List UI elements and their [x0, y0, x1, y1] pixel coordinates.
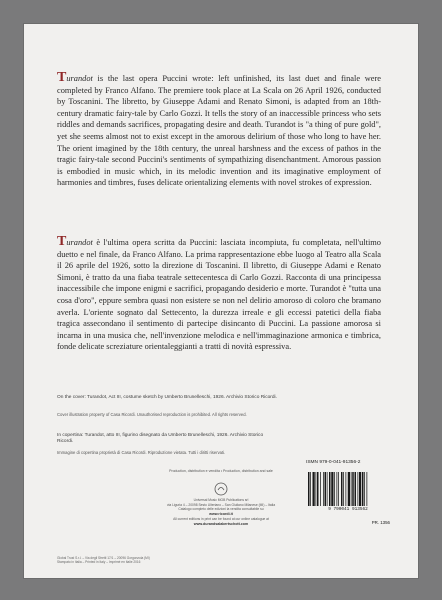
- english-body: is the last opera Puccini wrote: left unfinished, its last duet and finale were completed by Franco Alfano. The premiere took place at La Scala on 26 April 1926, conducted by Toscanini. The libretto, by Giuseppe Adami and Renato Simoni, is adapted from an 18th-century dramatic fairy-tale by Carlo Gozzi. It tells the story of an inaccessible princess who sets riddles and demands sacrifices, propagating desire and death. Turandot is "a thing of pure gold", yet she seems almost not to exist except in the amorous delirium of those who long to have her. The orient imagined by the 18th century, the unreal harshness and the excess of pathos in the tragic fairy-tale second Puccini's sentiments of sympathizing disenchantment. Amorous passion is embodied in music which, in its melodic invention and its imaginative employment of harmonies and timbres, fuses delicate orientalizing elements with novel strokes of expression.: [57, 74, 381, 188]
- work-title: urandot: [66, 238, 93, 247]
- publisher-logo-icon: [214, 482, 228, 496]
- publisher-name: Universal Music MGB Publications srl: [193, 498, 249, 502]
- cover-caption-en: On the cover: Turandot, Act III, costume sketch by Umberto Brunelleschi, 1926. Archivio Storico Ricordi.: [57, 395, 277, 400]
- italian-description: [57, 234, 381, 353]
- catalogue-note-it: Catalogo completo delle edizioni la vendita consultabile su: [178, 507, 264, 512]
- publisher-address: [151, 498, 291, 526]
- cover-rights-en: Cover illustration property of Casa Ricordi. Unauthorised reproduction is prohibited. All rights reserved.: [57, 412, 247, 417]
- printer-info: [57, 556, 157, 565]
- printer-line: Global Trust S.r.l. – Via degli Stretti 17/1 – 20096 Gorgonzola (MI): [57, 556, 150, 560]
- barcode-icon: [306, 472, 390, 506]
- catalogue-note-en: All current editions in print can be found at our online catalogue at: [173, 516, 269, 521]
- publisher-website: www.ricordi.it: [209, 512, 233, 517]
- ismn-code: ISMN 979-0-041-91356-2: [306, 460, 361, 465]
- drop-cap: T: [57, 234, 67, 249]
- catalog-number: PR. 1356: [371, 520, 390, 525]
- barcode-digits: 9 790041 913562: [328, 507, 368, 512]
- distribution-line: Production, distribution e vendita • Production, distribution and sale: [169, 469, 273, 473]
- cover-caption-it: In copertina: Turandot, atto III, figurino disegnato da Umberto Brunelleschi, 1926. Archivio Storico Ricordi.: [57, 433, 264, 444]
- back-cover-page: [24, 24, 418, 578]
- distributor-website: www.durandsalabertschott.com: [193, 521, 249, 526]
- publisher-street: via Liguria 4 – 20098 Sesto Ulteriano – San Giuliano Milanese (MI) – Italia: [166, 502, 276, 507]
- cover-rights-it: Immagine di copertina proprietà di Casa Ricordi. Riproduzione vietata. Tutti i diritti riservati.: [57, 450, 226, 455]
- italian-body: è l'ultima opera scritta da Puccini: lasciata incompiuta, fu completata, nell'ultimo duetto e nel finale, da Franco Alfano. La prima rappresentazione ebbe luogo al Teatro alla Scala il 26 aprile del 1926, sotto la direzione di Toscanini. Il libretto, di Giuseppe Adami e Renato Simoni, è tratto da una fiaba teatrale settecentesca di Carlo Gozzi. Racconta di una principessa inaccessibile che impone enigmi e sacrifici, propagando desiderio e morte. Turandot è "tutta una cosa d'oro", eppure sembra quasi non esistere se non nel delirio amoroso di coloro che bramano averla. L'oriente sognato dal Settecento, la durezza irreale e gli eccessi patetici della fiaba tragica assecondano il sentimento di partecipe disincanto di Puccini. La passione amorosa si incarna in una musica che, nell'invenzione melodica e nell'immaginazione armonica e timbrica, fonde delicate screziature orientaleggianti a tratti di novità espressiva.: [57, 238, 381, 352]
- work-title: urandot: [66, 74, 93, 83]
- printed-in-line: Stampato in Italia – Printed in Italy – Imprimé en Italie 2016: [57, 560, 141, 565]
- english-description: [57, 70, 381, 189]
- drop-cap: T: [57, 70, 67, 85]
